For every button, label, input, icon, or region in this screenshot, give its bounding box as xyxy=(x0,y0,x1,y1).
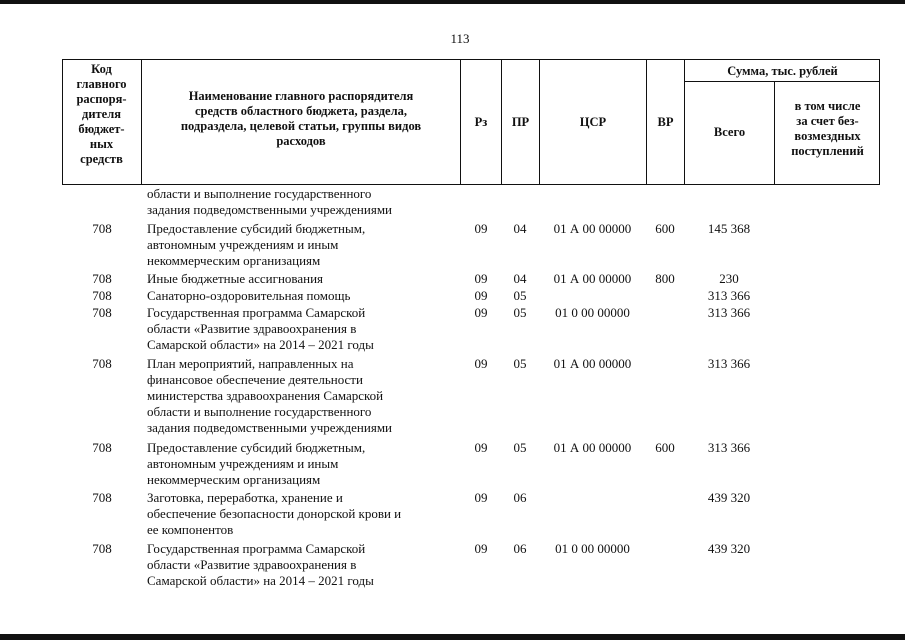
row-pr: 05 xyxy=(513,356,527,371)
header-vr: ВР xyxy=(657,115,674,129)
row-pr: 04 xyxy=(513,221,527,236)
row-csr: 01 А 00 00000 xyxy=(553,440,632,455)
row-name: Государственная программа Самарской области «Развитие здравоохранения в Самарской области» на 2014 – 2021 годы xyxy=(147,541,374,588)
row-kod: 708 xyxy=(92,288,112,303)
row-rz: 09 xyxy=(474,288,488,303)
row-rz: 09 xyxy=(474,221,488,236)
row-vr: 800 xyxy=(655,271,675,286)
row-kod: 708 xyxy=(92,490,112,505)
row-name: Заготовка, переработка, хранение и обеспечение безопасности донорской крови и ее компонентов xyxy=(147,490,402,537)
row-rz: 09 xyxy=(474,490,488,505)
row-pr: 06 xyxy=(513,541,527,556)
row-kod: 708 xyxy=(92,541,112,556)
row-rz: 09 xyxy=(474,440,488,455)
row-sum: 313 366 xyxy=(707,288,751,303)
header-vsego: Всего xyxy=(713,125,746,139)
header-sum-title: Сумма, тыс. рублей xyxy=(727,64,838,78)
header-csr: ЦСР xyxy=(579,115,607,129)
row-sum: 439 320 xyxy=(707,541,751,556)
row-name: Предоставление субсидий бюджетным, автономным учреждениям и иным некоммерческим организациям xyxy=(147,221,366,268)
row-name: области и выполнение государственного задания подведомственными учреждениями xyxy=(147,186,393,217)
row-kod: 708 xyxy=(92,305,112,320)
row-sum: 313 366 xyxy=(707,356,751,371)
row-name: План мероприятий, направленных на финансовое обеспечение деятельности министерства здравоохранения Самарской области и выполнение государственного задания подведомственными учреждениями xyxy=(147,356,393,435)
header-kod: Код главного распоря- дителя бюджет- ных средств xyxy=(76,62,127,166)
row-name: Государственная программа Самарской области «Развитие здравоохранения в Самарской области» на 2014 – 2021 годы xyxy=(147,305,374,352)
row-vr: 600 xyxy=(655,221,675,236)
row-csr: 01 А 00 00000 xyxy=(553,271,632,286)
row-rz: 09 xyxy=(474,271,488,286)
top-border xyxy=(0,0,905,4)
row-pr: 05 xyxy=(513,440,527,455)
row-kod: 708 xyxy=(92,356,112,371)
header-name: Наименование главного распорядителя средств областного бюджета, раздела, подраздела, целевой статьи, группы видов расходов xyxy=(180,89,422,148)
row-csr: 01 0 00 00000 xyxy=(555,305,630,320)
row-sum: 313 366 xyxy=(707,440,751,455)
header-pr: ПР xyxy=(511,115,530,129)
row-name: Санаторно-оздоровительная помощь xyxy=(147,288,351,303)
row-csr: 01 А 00 00000 xyxy=(553,356,632,371)
row-name: Предоставление субсидий бюджетным, автономным учреждениям и иным некоммерческим организациям xyxy=(147,440,366,487)
row-pr: 04 xyxy=(513,271,527,286)
bottom-border xyxy=(0,634,905,640)
row-kod: 708 xyxy=(92,440,112,455)
row-kod: 708 xyxy=(92,221,112,236)
header-incl: в том числе за счет без- возмездных поступлений xyxy=(791,99,864,158)
row-sum: 145 368 xyxy=(707,221,751,236)
row-pr: 06 xyxy=(513,490,527,505)
row-pr: 05 xyxy=(513,288,527,303)
row-kod: 708 xyxy=(92,271,112,286)
row-sum: 439 320 xyxy=(707,490,751,505)
row-rz: 09 xyxy=(474,541,488,556)
page-number: 113 xyxy=(450,31,470,46)
row-sum: 230 xyxy=(719,271,739,286)
row-name: Иные бюджетные ассигнования xyxy=(147,271,324,286)
header-rz: Рз xyxy=(474,115,488,129)
row-pr: 05 xyxy=(513,305,527,320)
row-sum: 313 366 xyxy=(707,305,751,320)
header-divider xyxy=(684,81,880,82)
row-vr: 600 xyxy=(655,440,675,455)
row-rz: 09 xyxy=(474,356,488,371)
row-csr: 01 0 00 00000 xyxy=(555,541,630,556)
row-csr: 01 А 00 00000 xyxy=(553,221,632,236)
row-rz: 09 xyxy=(474,305,488,320)
